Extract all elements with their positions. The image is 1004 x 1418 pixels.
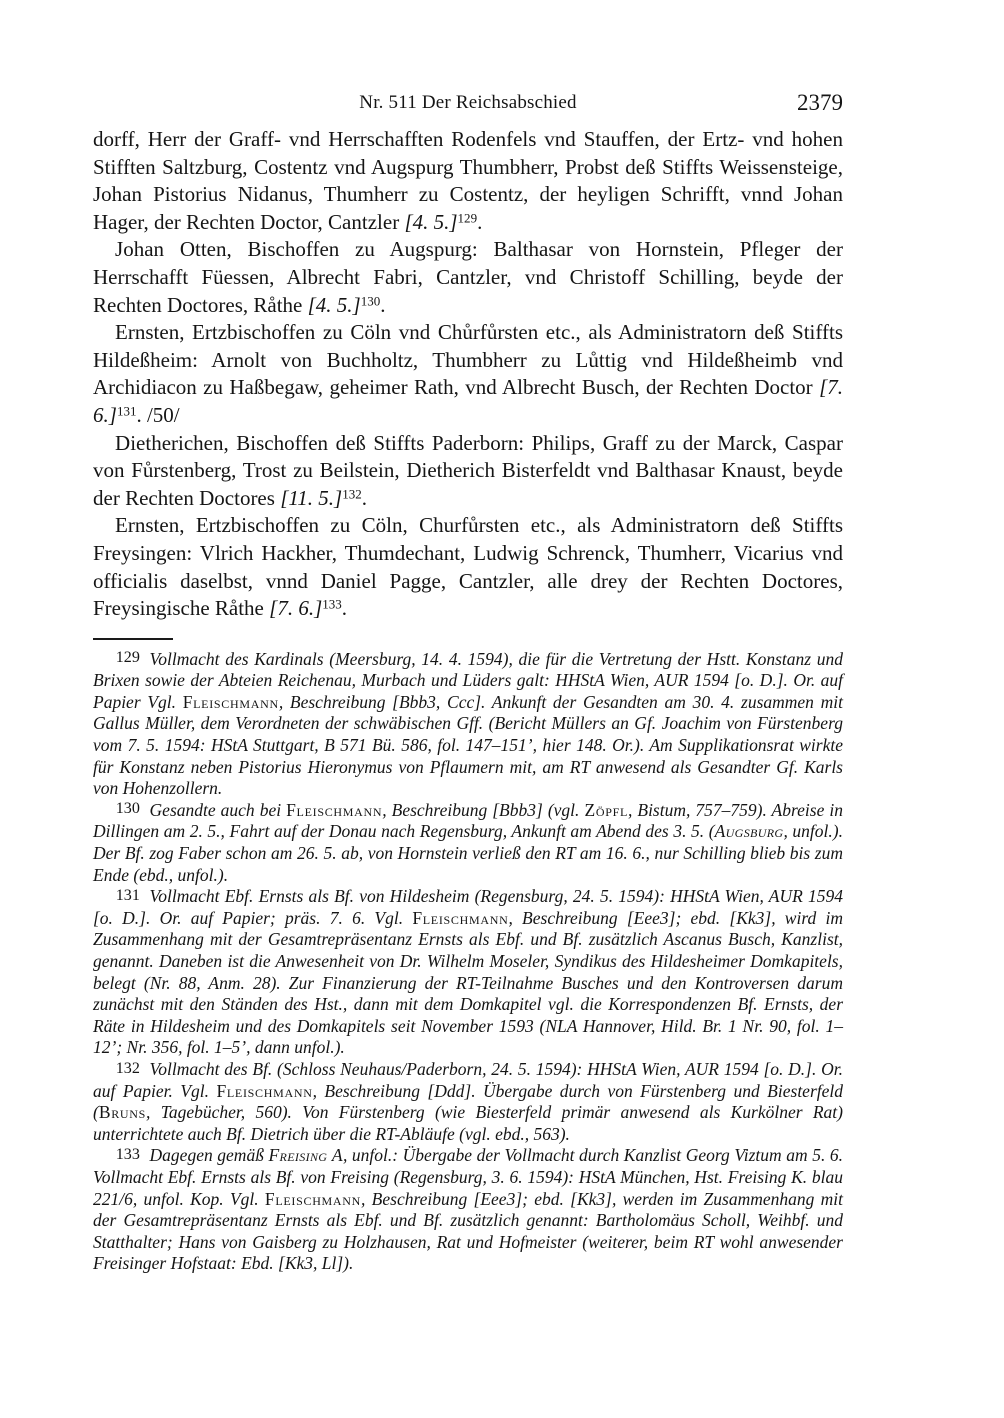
text-segment: , Beschreibung [Eee3]; ebd. [Kk3], wird im Zusammenhang mit der Gesamtrepräsentanz Ernsts als Ebf. und Bf. zusätzlich Ascanus Busch, Kanzlist, genannt. Daneben ist die Anwesenheit von Dr. Wilhelm Moseler, Syndikus des Hildesheimer Domkapitels, belegt (Nr. 88, Anm. 28). Zur Finanzierung der RT-Teilnahme Busches und den Kontroversen darum zunächst mit den Ständen des Hst., dann mit dem Domkapitel vgl. die Korrespondenzen Bf. Ernsts, der Räte in Hildesheim und des Domkapitels seit November 1593 (NLA Hannover, Hild. Br. 1 Nr. 90, fol. 1–12’; Nr. 356, fol. 1–5’, dann unfol.). <box>93 907 843 1058</box>
text-segment: Augsburg <box>714 821 784 842</box>
footnote-reference: 133 <box>322 596 342 612</box>
text-segment: Fleischmann <box>216 1080 313 1101</box>
text-segment: Fleischmann <box>412 907 509 928</box>
body-paragraph <box>93 430 843 513</box>
footnote-number: 130 <box>115 800 140 818</box>
text-segment: Bruns <box>98 1102 147 1123</box>
footnote-number: 131 <box>115 886 140 904</box>
body-paragraph <box>93 236 843 319</box>
text-segment: . <box>477 209 483 234</box>
text-segment: Freising A <box>268 1145 343 1166</box>
text-segment: dorff, Herr der Graff- vnd Herrschafften Rodenfels vnd Stauffen, der Ertz- vnd hohen Stifften Saltzburg, Costentz vnd Augspurg Thumbherr, Probst deß Stiffts Weissensteige, Johan Pistorius Nidanus, Thumherr zu Costentz, der heyligen Schrifft, vnnd Johan Hager, der Rechten Doctor, Cantzler <box>93 127 843 234</box>
text-segment: Fleischmann <box>264 1188 362 1209</box>
text-segment: , Beschreibung [Bbb3, Ccc]. Ankunft der Gesandten am 30. 4. zusammen mit Gallus Müller, dem Verordneten der schwäbischen Gff. (Bericht Müllers an Gf. Joachim von Fürstenberg vom 7. 5. 1594: HStA Stuttgart, B 571 Bü. 586, fol. 147–151’, hier 148. Or.). Am Supplikationsrat wirkte für Konstanz neben Pistorius Hieronymus von Pflaumern mit, am RT anwesend als Gesandter Gf. Karls von Hohenzollern. <box>93 691 843 799</box>
text-segment: Fleischmann <box>182 691 279 712</box>
footnote <box>93 886 843 1059</box>
footnote-number: 129 <box>115 649 140 667</box>
text-segment: , Beschreibung [Eee3]; ebd. [Kk3], werden im Zusammenhang mit der Gesamtrepräsentanz Ernsts als Ebf. und Bf. zusätzlich genannt: Bartholomäus Scholl, Weihbf. und Statthalter; Hans von Gaisberg zu Holzhausen, Rat und Hofmeister (weiterer, beim RT wohl anwesender Freisinger Hofstaat: Ebd. [Kk3, Ll]). <box>93 1188 843 1274</box>
footnote-reference: 131 <box>116 403 137 419</box>
text-segment: Vollmacht Ebf. Ernsts als Bf. von Hildesheim (Regensburg, 24. 5. 1594): HHStA Wien, AUR 1594 [o. D.]. Or. auf Papier; präs. 7. 6. Vgl. <box>93 886 843 928</box>
running-title: Nr. 511 Der Reichsabschied <box>359 92 577 113</box>
text-segment: , Beschreibung [Bbb3] (vgl. <box>382 799 585 820</box>
text-segment: Vollmacht des Bf. (Schloss Neuhaus/Paderborn, 24. 5. 1594): HHStA Wien, AUR 1594 [o. D.]. Or. auf Papier. Vgl. <box>93 1058 843 1101</box>
text-segment: . /50/ <box>136 402 180 427</box>
text-segment: [4. 5.] <box>404 209 458 234</box>
text-segment: Ernsten, Ertzbischoffen zu Cöln vnd Chůrfůrsten etc., als Administratorn deß Stiffts Hildeßheim: Arnolt von Buchholtz, Thumbherr zu Lůttig vnd Hildeßheimb vnd Archidiacon zu Haßbegaw, geheimer Rath, vnd Albrecht Busch, der Rechten Doctor <box>93 320 843 400</box>
text-segment: Vollmacht des Kardinals (Meersburg, 14. 4. 1594), die für die Vertretung der Hstt. Konstanz und Brixen sowie der Abteien Reichenau, Murbach und Lüders galt: HHStA Wien, AUR 1594 [o. D.]. Or. auf Papier Vgl. <box>93 648 843 712</box>
text-segment: Johan Otten, Bischoffen zu Augspurg: Balthasar von Hornstein, Pfleger der Herrschafft Füessen, Albrecht Fabri, Cantzler, vnd Christoff Schilling, beyde der Rechten Doctores, Råthe <box>93 237 843 317</box>
footnote-reference: 132 <box>342 486 362 502</box>
footnote-reference: 129 <box>457 210 478 226</box>
footnote <box>93 1145 843 1275</box>
text-segment: . <box>341 596 348 621</box>
footnote-number: 132 <box>115 1059 140 1077</box>
text-segment: Dagegen gemäß <box>149 1145 269 1166</box>
text-segment: , unfol.: Übergabe der Vollmacht durch Kanzlist Georg Viztum am 5. 6. Vollmacht Ebf. Ernsts als Bf. von Freising (Regensburg, 3. 6. 1594): HStA München, Hst. Freising K. blau 221/6, unfol. Kop. Vgl. <box>93 1145 844 1209</box>
footnote-separator <box>93 638 173 640</box>
page-header <box>93 84 843 114</box>
text-segment: , Bistum, 757–759). Abreise in Dillingen am 2. 5., Fahrt auf der Donau nach Regensburg, Ankunft am Abend des 3. 5. ( <box>93 799 844 842</box>
footnote-reference: 130 <box>360 293 381 309</box>
body-text <box>93 126 843 623</box>
text-segment: , unfol.). Der Bf. zog Faber schon am 26. 5. ab, von Hornstein verließ den RT am 16. 6., nur Schilling blieb bis zum Ende (ebd., unfol.). <box>93 821 843 885</box>
text-segment: Fleischmann <box>286 799 383 820</box>
text-segment: [7. 6.] <box>269 596 323 621</box>
page-number: 2379 <box>797 90 843 115</box>
text-segment: . <box>380 292 386 317</box>
body-paragraph <box>93 319 843 429</box>
footnote <box>93 1059 843 1145</box>
footnote-number: 133 <box>115 1145 140 1163</box>
footnotes <box>93 649 843 1275</box>
text-segment: Ernsten, Ertzbischoffen zu Cöln, Churfůrsten etc., als Administratorn deß Stiffts Freysingen: Vlrich Hackher, Thumdechant, Ludwig Schrenck, Thumherr, Vicarius vnd officialis daselbst, vnnd Daniel Pagge, Cantzler, alle drey der Rechten Doctores, Freysingische Råthe <box>93 513 843 621</box>
text-segment: [7. 6.] <box>93 375 843 427</box>
footnote <box>93 800 843 886</box>
text-segment: . <box>361 485 368 510</box>
body-paragraph <box>93 126 843 236</box>
body-paragraph <box>93 512 843 622</box>
text-segment: Zöpfl <box>584 799 628 820</box>
text-segment: Gesandte auch bei <box>149 799 287 820</box>
text-segment: [4. 5.] <box>307 292 361 317</box>
footnote <box>93 649 843 800</box>
text-segment: [11. 5.] <box>280 485 343 510</box>
text-segment: , Beschreibung [Ddd]. Übergabe durch von Fürstenberg und Biesterfeld ( <box>93 1080 843 1123</box>
text-segment: Dietherichen, Bischoffen deß Stiffts Paderborn: Philips, Graff zu der Marck, Caspar von Fůrstenberg, Trost zu Beilstein, Dietherich Bisterfeldt vnd Balthasar Knaust, beyde der Rechten Doctores <box>93 430 843 510</box>
text-segment: , Tagebücher, 560). Von Fürstenberg (wie Biesterfeld primär anwesend als Kurkölner Rat) unterrichtete auch Bf. Dietrich über die RT-Abläufe (vgl. ebd., 563). <box>93 1102 843 1144</box>
